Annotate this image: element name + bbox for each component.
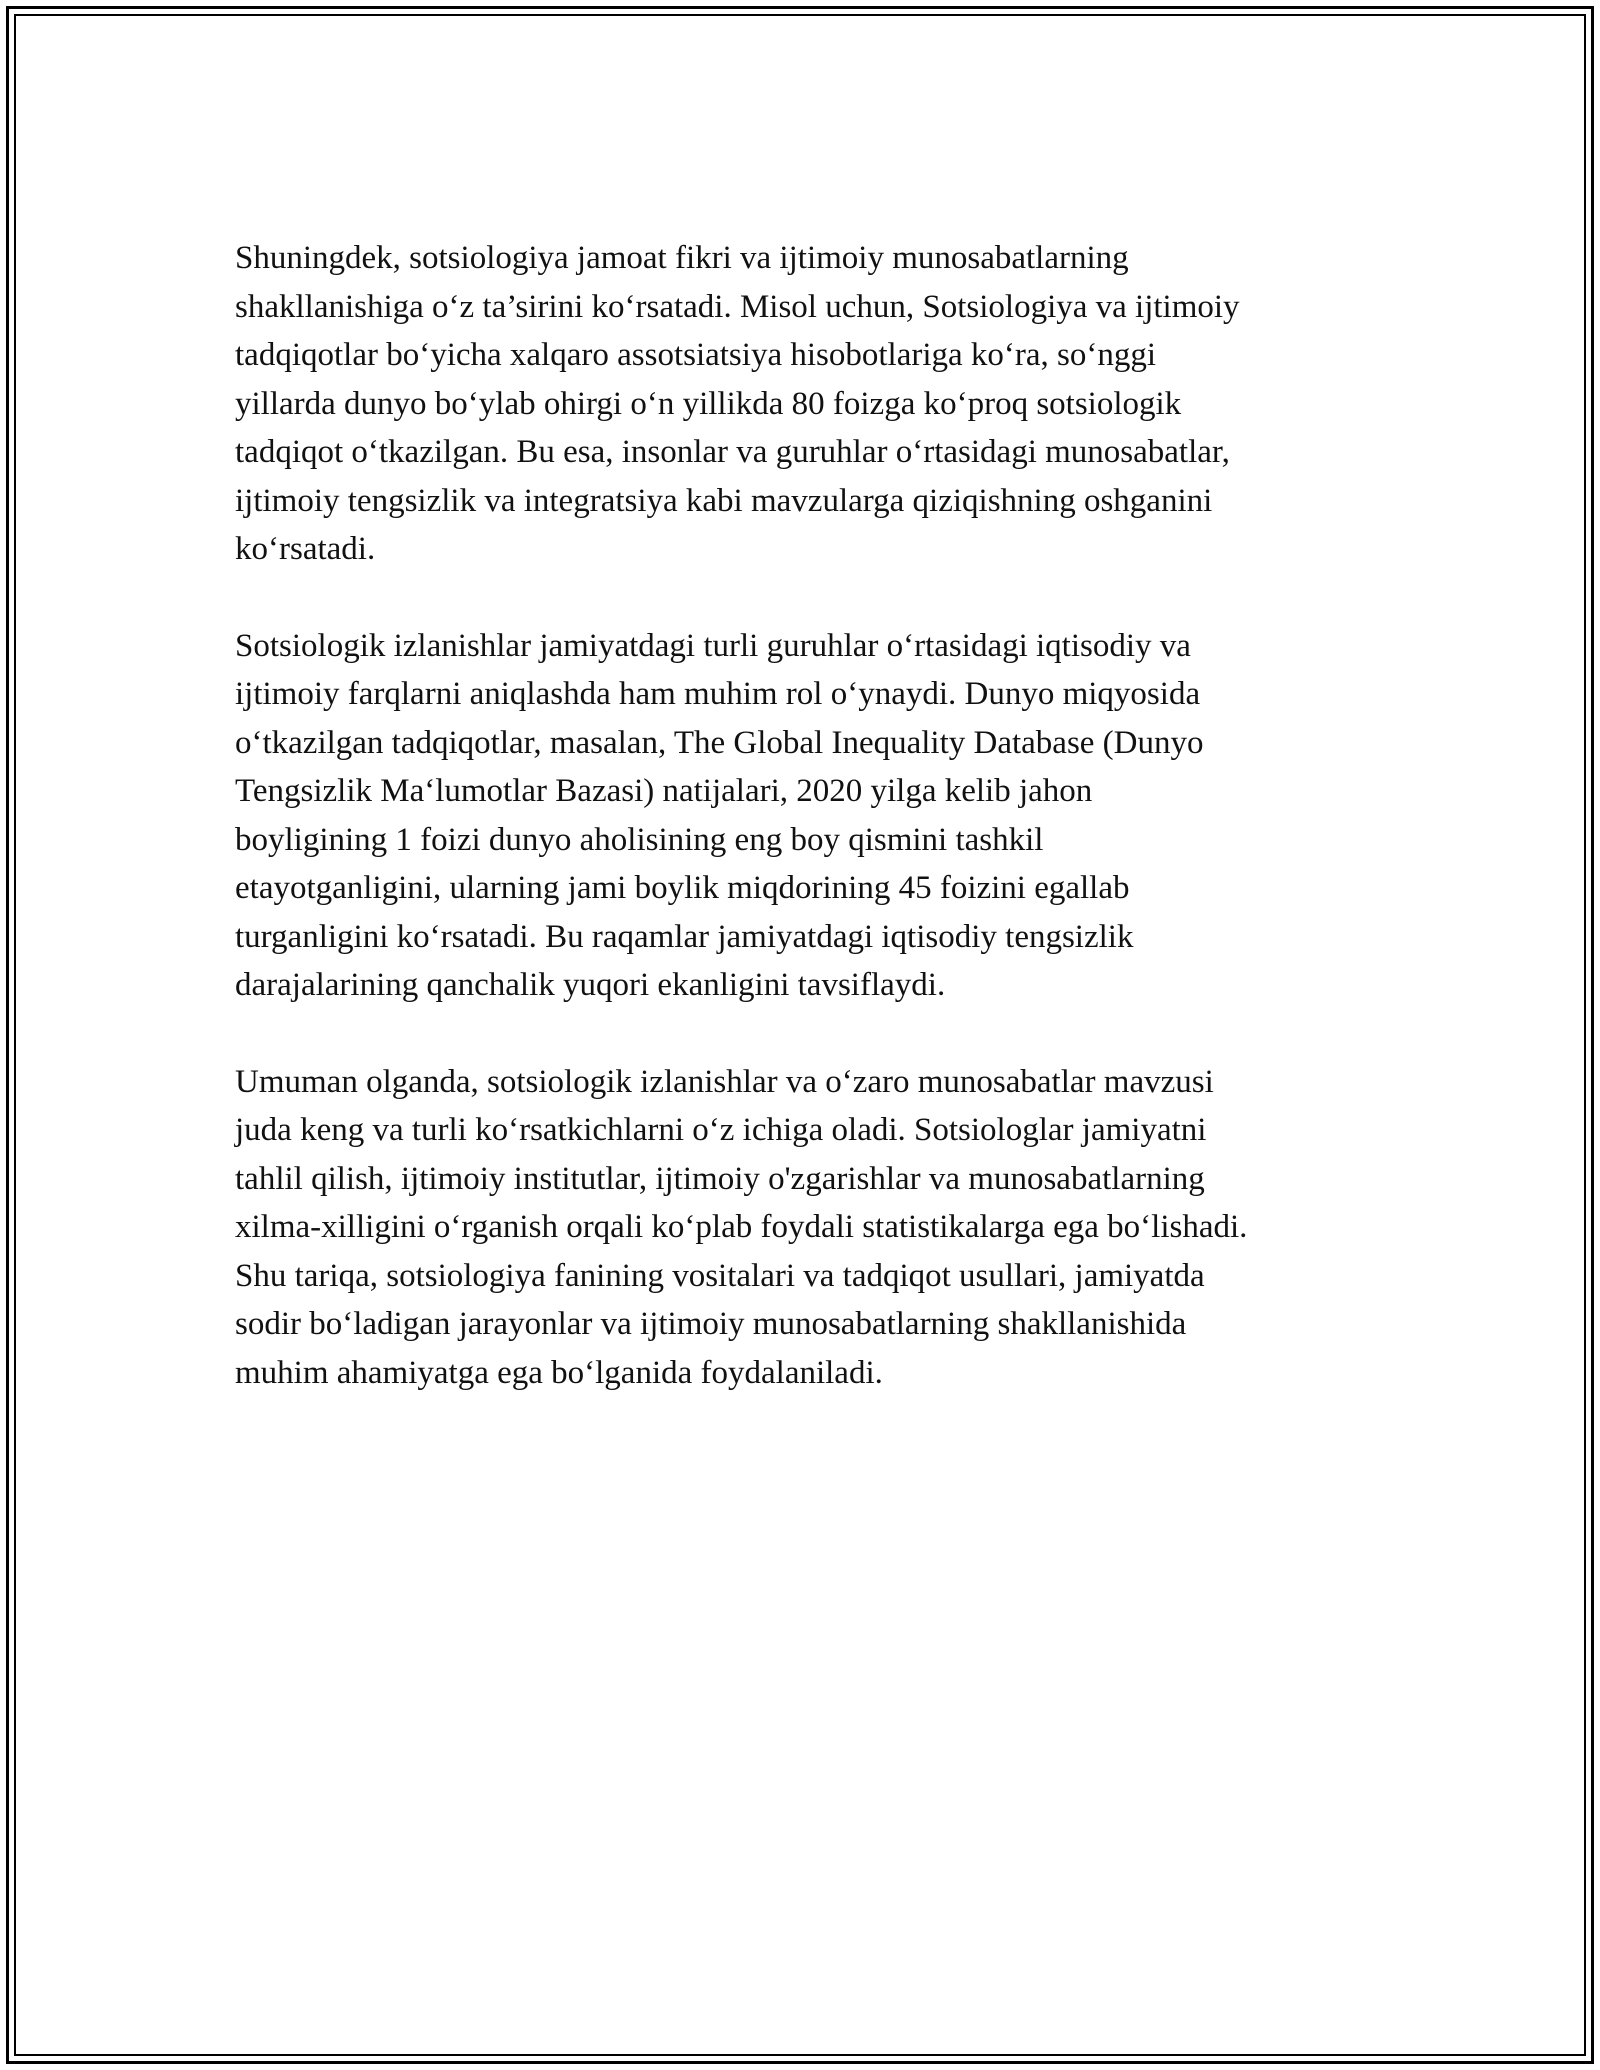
text-line: xilma-xilligini o‘rganish orqali ko‘plab foydali statistikalarga ega bo‘lishadi. <box>235 1209 1248 1245</box>
paragraph-3 <box>235 1058 1375 1398</box>
text-line: tadqiqotlar bo‘yicha xalqaro assotsiatsiya hisobotlariga ko‘ra, so‘nggi <box>235 337 1157 373</box>
paragraph-1 <box>235 234 1375 574</box>
text-line: ijtimoiy tengsizlik va integratsiya kabi mavzularga qiziqishning oshganini <box>235 482 1213 519</box>
text-line: sodir bo‘ladigan jarayonlar va ijtimoiy munosabatlarning shakllanishida <box>235 1306 1187 1342</box>
text-line: Umuman olganda, sotsiologik izlanishlar va o‘zaro munosabatlar mavzusi <box>235 1063 1214 1100</box>
text-line: tahlil qilish, ijtimoiy institutlar, ijtimoiy o'zgarishlar va munosabatlarning <box>235 1160 1205 1197</box>
text-line: Shu tariqa, sotsiologiya fanining vositalari va tadqiqot usullari, jamiyatda <box>235 1257 1205 1294</box>
text-line: Sotsiologik izlanishlar jamiyatdagi turli guruhlar o‘rtasidagi iqtisodiy va <box>235 627 1191 664</box>
text-line: muhim ahamiyatga ega bo‘lganida foydalaniladi. <box>235 1354 883 1391</box>
text-line: darajalarining qanchalik yuqori ekanligini tavsiflaydi. <box>235 967 946 1003</box>
text-line: turganligini ko‘rsatadi. Bu raqamlar jamiyatdagi iqtisodiy tengsizlik <box>235 918 1134 955</box>
text-line: Tengsizlik Ma‘lumotlar Bazasi) natijalari, 2020 yilga kelib jahon <box>235 773 1093 809</box>
text-line: o‘tkazilgan tadqiqotlar, masalan, The Global Inequality Database (Dunyo <box>235 724 1204 761</box>
text-line: tadqiqot o‘tkazilgan. Bu esa, insonlar va guruhlar o‘rtasidagi munosabatlar, <box>235 434 1230 470</box>
text-line: juda keng va turli ko‘rsatkichlarni o‘z ichiga oladi. Sotsiologlar jamiyatni <box>235 1112 1207 1148</box>
text-line: Shuningdek, sotsiologiya jamoat fikri va ijtimoiy munosabatlarning <box>235 240 1129 276</box>
text-line: boyligining 1 foizi dunyo aholisining eng boy qismini tashkil <box>235 821 1044 858</box>
document-body <box>235 234 1375 1445</box>
text-line: yillarda dunyo bo‘ylab ohirgi o‘n yillikda 80 foizga ko‘proq sotsiologik <box>235 385 1182 422</box>
text-line: shakllanishiga o‘z ta’sirini ko‘rsatadi. Misol uchun, Sotsiologiya va ijtimoiy <box>235 288 1240 325</box>
paragraph-2 <box>235 622 1375 1010</box>
text-line: ijtimoiy farqlarni aniqlashda ham muhim rol o‘ynaydi. Dunyo miqyosida <box>235 676 1201 712</box>
text-line: etayotganligini, ularning jami boylik miqdorining 45 foizini egallab <box>235 870 1130 906</box>
text-line: ko‘rsatadi. <box>235 531 376 567</box>
